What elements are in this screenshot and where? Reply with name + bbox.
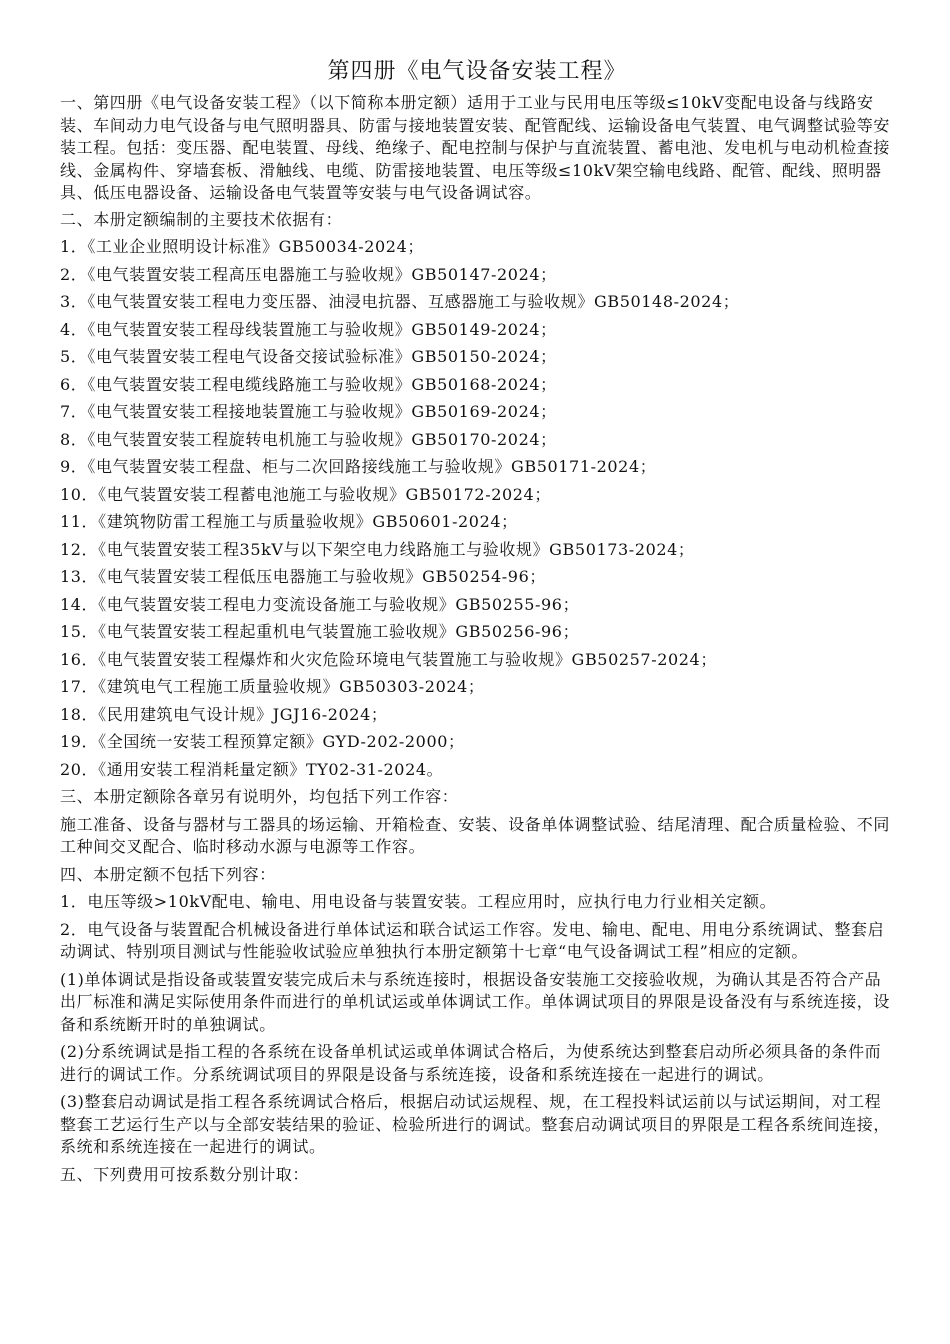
standards-list	[60, 236, 894, 781]
standard-item-20: 20．《通用安装工程消耗量定额》TY02-31-2024。	[60, 759, 444, 779]
standard-item-3: 3．《电气装置安装工程电力变压器、油浸电抗器、互感器施工与验收规》GB50148-2024；	[60, 292, 740, 311]
section-5-heading: 五、下列费用可按系数分别计取：	[60, 1164, 310, 1184]
standard-item-14: 14．《电气装置安装工程电力变流设备施工与验收规》GB50255-96；	[60, 594, 580, 614]
section-3-paragraph: 施工准备、设备与器材与工器具的场运输、开箱检查、安装、设备单体调整试验、结尾清理、配合质量检验、不同工种间交叉配合、临时移动水源与电源等工作容。	[60, 814, 891, 856]
section-2-heading: 二、本册定额编制的主要技术依据有：	[60, 209, 343, 229]
standard-item-11: 11．《建筑物防雷工程施工与质量验收规》GB50601-2024；	[60, 512, 518, 531]
section-4-item-2: 2．电气设备与装置配合机械设备进行单体试运和联合试运工作容。发电、输电、配电、用电分系统调试、整套启动调试、特别项目测试与性能验收试验应单独执行本册定额第十七章“电气设备调试工程”相应的定额。	[60, 919, 885, 961]
standard-item-8: 8．《电气装置安装工程旋转电机施工与验收规》GB50170-2024；	[60, 429, 557, 449]
standard-item-13: 13．《电气装置安装工程低压电器施工与验收规》GB50254-96；	[60, 567, 546, 586]
standard-item-5: 5．《电气装置安装工程电气设备交接试验标准》GB50150-2024；	[60, 347, 557, 366]
section-1-paragraph: 一、第四册《电气设备安装工程》（以下简称本册定额）适用于工业与民用电压等级≤10kV变配电设备与线路安装、车间动力电气设备与电气照明器具、防雷与接地装置安装、配管配线、运输设备电气装置、电气调整试验等安装工程。包括：变压器、配电装置、母线、绝缘子、配电控制与保护与直流装置、蓄电池、发电机与电动机检查接线、金属构件、穿墙套板、滑触线、电缆、防雷接地装置、电压等级≤10kV架空输电线路、配管、配线、照明器具、低压电器设备、运输设备电气装置等安装与电气设备调试容。	[60, 93, 891, 202]
standard-item-17: 17．《建筑电气工程施工质量验收规》GB50303-2024；	[60, 677, 485, 696]
standard-item-18: 18．《民用建筑电气设计规》JGJ16-2024；	[60, 704, 388, 724]
standard-item-9: 9．《电气装置安装工程盘、柜与二次回路接线施工与验收规》GB50171-2024；	[60, 457, 657, 476]
section-4-item-1: 1．电压等级>10kV配电、输电、用电设备与装置安装。工程应用时，应执行电力行业相关定额。	[60, 892, 777, 911]
document-title: 第四册《电气设备安装工程》	[327, 59, 627, 84]
standard-item-19: 19．《全国统一安装工程预算定额》GYD-202-2000；	[60, 732, 465, 751]
standard-item-16: 16．《电气装置安装工程爆炸和火灾危险环境电气装置施工与验收规》GB50257-2024；	[60, 649, 717, 669]
standard-item-4: 4．《电气装置安装工程母线装置施工与验收规》GB50149-2024；	[60, 319, 557, 339]
section-4-subitem-2: (2)分系统调试是指工程的各系统在设备单机试运或单体调试合格后，为使系统达到整套启动所必须具备的条件而进行的调试工作。分系统调试项目的界限是设备与系统连接，设备和系统连接在一起进行的调试。	[60, 1042, 882, 1084]
standard-item-6: 6．《电气装置安装工程电缆线路施工与验收规》GB50168-2024；	[60, 374, 557, 394]
standard-item-7: 7．《电气装置安装工程接地装置施工与验收规》GB50169-2024；	[60, 402, 557, 421]
section-4-subitem-1: (1)单体调试是指设备或装置安装完成后未与系统连接时，根据设备安装施工交接验收规，为确认其是否符合产品出厂标准和满足实际使用条件而进行的单机试运或单体调试工作。单体调试项目的界限是设备没有与系统连接，设备和系统断开时的单独调试。	[60, 969, 891, 1034]
standard-item-2: 2．《电气装置安装工程高压电器施工与验收规》GB50147-2024；	[60, 264, 557, 284]
standard-item-1: 1．《工业企业照明设计标准》GB50034-2024；	[60, 237, 424, 256]
section-3-heading: 三、本册定额除各章另有说明外，均包括下列工作容：	[60, 787, 459, 806]
standard-item-15: 15．《电气装置安装工程起重机电气装置施工验收规》GB50256-96；	[60, 622, 580, 641]
standard-item-12: 12．《电气装置安装工程35kV与以下架空电力线路施工与验收规》GB50173-2024；	[60, 539, 695, 559]
section-4-heading: 四、本册定额不包括下列容：	[60, 864, 276, 884]
standard-item-10: 10．《电气装置安装工程蓄电池施工与验收规》GB50172-2024；	[60, 484, 551, 504]
section-4-subitem-3: (3)整套启动调试是指工程各系统调试合格后，根据启动试运规程、规，在工程投料试运前以与试运期间，对工程整套工艺运行生产以与全部安装结果的验证、检验所进行的调试。整套启动调试项目的界限是工程各系统间连接，系统和系统连接在一起进行的调试。	[60, 1092, 891, 1156]
